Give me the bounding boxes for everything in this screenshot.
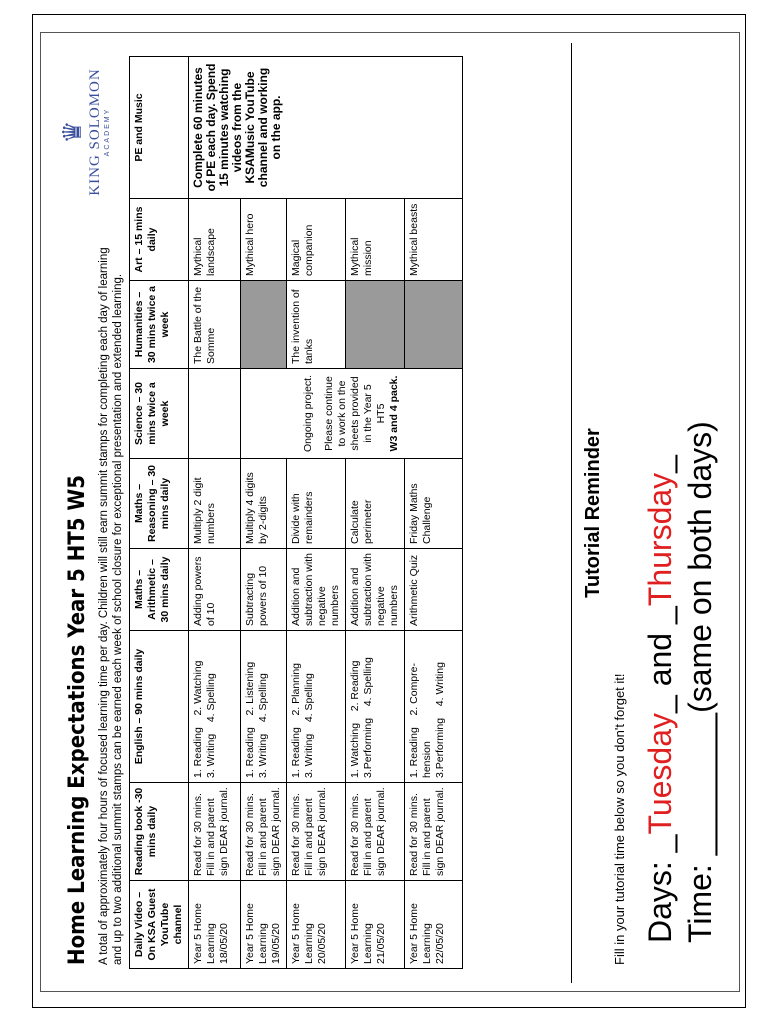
english-cell: [241, 631, 287, 783]
art-cell: Mythical beasts: [405, 199, 463, 281]
english-task: 4. Spelling: [362, 657, 374, 707]
art-cell: Mythical hero: [241, 199, 287, 281]
english-task: 3. Writing: [303, 733, 315, 778]
days-label: Days: _: [642, 834, 678, 943]
school-logo: [57, 57, 129, 207]
header-english: English – 90 mins daily: [130, 631, 189, 783]
reasoning-cell: Multiply 2 digit numbers: [189, 459, 241, 549]
humanities-cell: [405, 281, 463, 369]
science-line: Please continue to work on the sheets provided in the Year 5 HT5: [323, 376, 387, 451]
crown-icon: ♛: [57, 120, 87, 144]
document-frame: [40, 32, 740, 992]
header-row: [130, 57, 189, 969]
video-cell: Year 5 Home Learning 19/05/20: [241, 881, 287, 969]
header-art: Art – 15 mins daily: [130, 199, 189, 281]
page-title: Home Learning Expectations Year 5 HT5 W5: [65, 474, 90, 965]
art-cell: Mythical mission: [346, 199, 405, 281]
tutorial-title: Tutorial Reminder: [582, 428, 604, 598]
day-one: Tuesday: [642, 712, 678, 835]
science-line: W3 and 4 pack.: [388, 375, 400, 452]
art-cell: Magical companion: [287, 199, 346, 281]
header-video: Daily Video – On KSA Guest YouTube channel: [130, 881, 189, 969]
rotated-content: [51, 43, 731, 983]
english-cell: [405, 631, 463, 783]
english-task: 1. Reading: [290, 727, 302, 778]
and-text: _ and _: [642, 606, 678, 713]
english-task: 4. Writing: [434, 662, 446, 707]
humanities-cell: The invention of tanks: [287, 281, 346, 369]
logo-sub: ACADEMY: [104, 107, 111, 157]
humanities-cell: The Battle of the Somme: [189, 281, 241, 369]
tutorial-time: [682, 421, 719, 943]
english-cell: [287, 631, 346, 783]
header-science: Science – 30 mins twice a week: [130, 369, 189, 459]
header-humanities: Humanities – 30 mins twice a week: [130, 281, 189, 369]
arithmetic-cell: Addition and subtraction with negative numbers: [287, 549, 346, 631]
time-value: (same on both days): [682, 421, 718, 713]
reading-cell: Read for 30 mins. Fill in and parent sign DEAR journal.: [405, 783, 463, 881]
learning-table: [129, 56, 463, 969]
header-arithmetic: Maths – Arithmetic – 30 mins daily: [130, 549, 189, 631]
reading-cell: Read for 30 mins. Fill in and parent sign DEAR journal.: [241, 783, 287, 881]
expectations-section: [51, 43, 571, 983]
arithmetic-cell: Arithmetic Quiz: [405, 549, 463, 631]
header-reading: Reading book -30 mins daily: [130, 783, 189, 881]
english-task: 3. Writing: [205, 733, 217, 778]
reasoning-cell: Friday Maths Challenge: [405, 459, 463, 549]
video-cell: Year 5 Home Learning 21/05/20: [346, 881, 405, 969]
english-task: 3. Writing: [257, 733, 269, 778]
english-task: 1. Reading: [192, 727, 204, 778]
science-line: Ongoing project.: [302, 374, 314, 453]
table-row: [189, 57, 241, 969]
header-reasoning: Maths – Reasoning – 30 mins daily: [130, 459, 189, 549]
video-cell: Year 5 Home Learning 18/05/20: [189, 881, 241, 969]
english-cell: [346, 631, 405, 783]
pe-music-cell: Complete 60 minutes of PE each day. Spend 15 minutes watching videos from the KSAMusic YouTube channel and working on the app.: [189, 57, 463, 199]
arithmetic-cell: Addition and subtraction with negative numbers: [346, 549, 405, 631]
arithmetic-cell: Subtracting powers of 10: [241, 549, 287, 631]
humanities-cell: [346, 281, 405, 369]
reasoning-cell: Multiply 4 digits by 2-digits: [241, 459, 287, 549]
art-cell: Mythical landscape: [189, 199, 241, 281]
logo-name: KING SOLOMON: [87, 68, 103, 196]
reading-cell: Read for 30 mins. Fill in and parent sign DEAR journal.: [346, 783, 405, 881]
reading-cell: Read for 30 mins. Fill in and parent sign DEAR journal.: [189, 783, 241, 881]
arithmetic-cell: Adding powers of 10: [189, 549, 241, 631]
days-tail: _: [642, 455, 678, 473]
english-task: 2. Listening: [244, 661, 256, 716]
science-cell: [241, 369, 463, 459]
time-label: Time: ________: [682, 712, 718, 943]
video-cell: Year 5 Home Learning 22/05/20: [405, 881, 463, 969]
english-cell: [189, 631, 241, 783]
english-task: 2. Planning: [290, 662, 302, 716]
english-task: 1. Watching: [349, 722, 361, 778]
reading-cell: Read for 30 mins. Fill in and parent sign DEAR journal.: [287, 783, 346, 881]
reasoning-cell: Calculate perimeter: [346, 459, 405, 549]
science-cell: [189, 369, 241, 459]
english-task: 2. Compre-hension: [408, 663, 433, 778]
english-task: 4. Spelling: [257, 673, 269, 723]
english-task: 3.Performing: [434, 717, 446, 778]
humanities-cell: [241, 281, 287, 369]
english-task: 4. Spelling: [205, 673, 217, 723]
english-task: 4. Spelling: [303, 673, 315, 723]
english-task: 2. Watching: [192, 660, 204, 716]
english-task: 2. Reading: [349, 660, 361, 712]
header-pe-music: PE and Music: [130, 57, 189, 199]
english-task: 3.Performing: [362, 717, 374, 778]
day-two: Thursday: [642, 472, 678, 607]
english-task: 1. Reading: [244, 727, 256, 778]
tutorial-subtitle: Fill in your tutorial time below so you don't forget it!: [612, 673, 627, 965]
reasoning-cell: Divide with remainders: [287, 459, 346, 549]
tutorial-section: [571, 43, 732, 983]
intro-text: A total of approximately four hours of focused learning time per day. Children will still earn summit stamps for completing each day of learning and up to two additional summit stamps can be earned each week of school closure for exceptional presentation and extended learning.: [98, 247, 124, 965]
english-task: 1. Reading: [408, 727, 420, 778]
tutorial-days: [642, 455, 679, 943]
video-cell: Year 5 Home Learning 20/05/20: [287, 881, 346, 969]
